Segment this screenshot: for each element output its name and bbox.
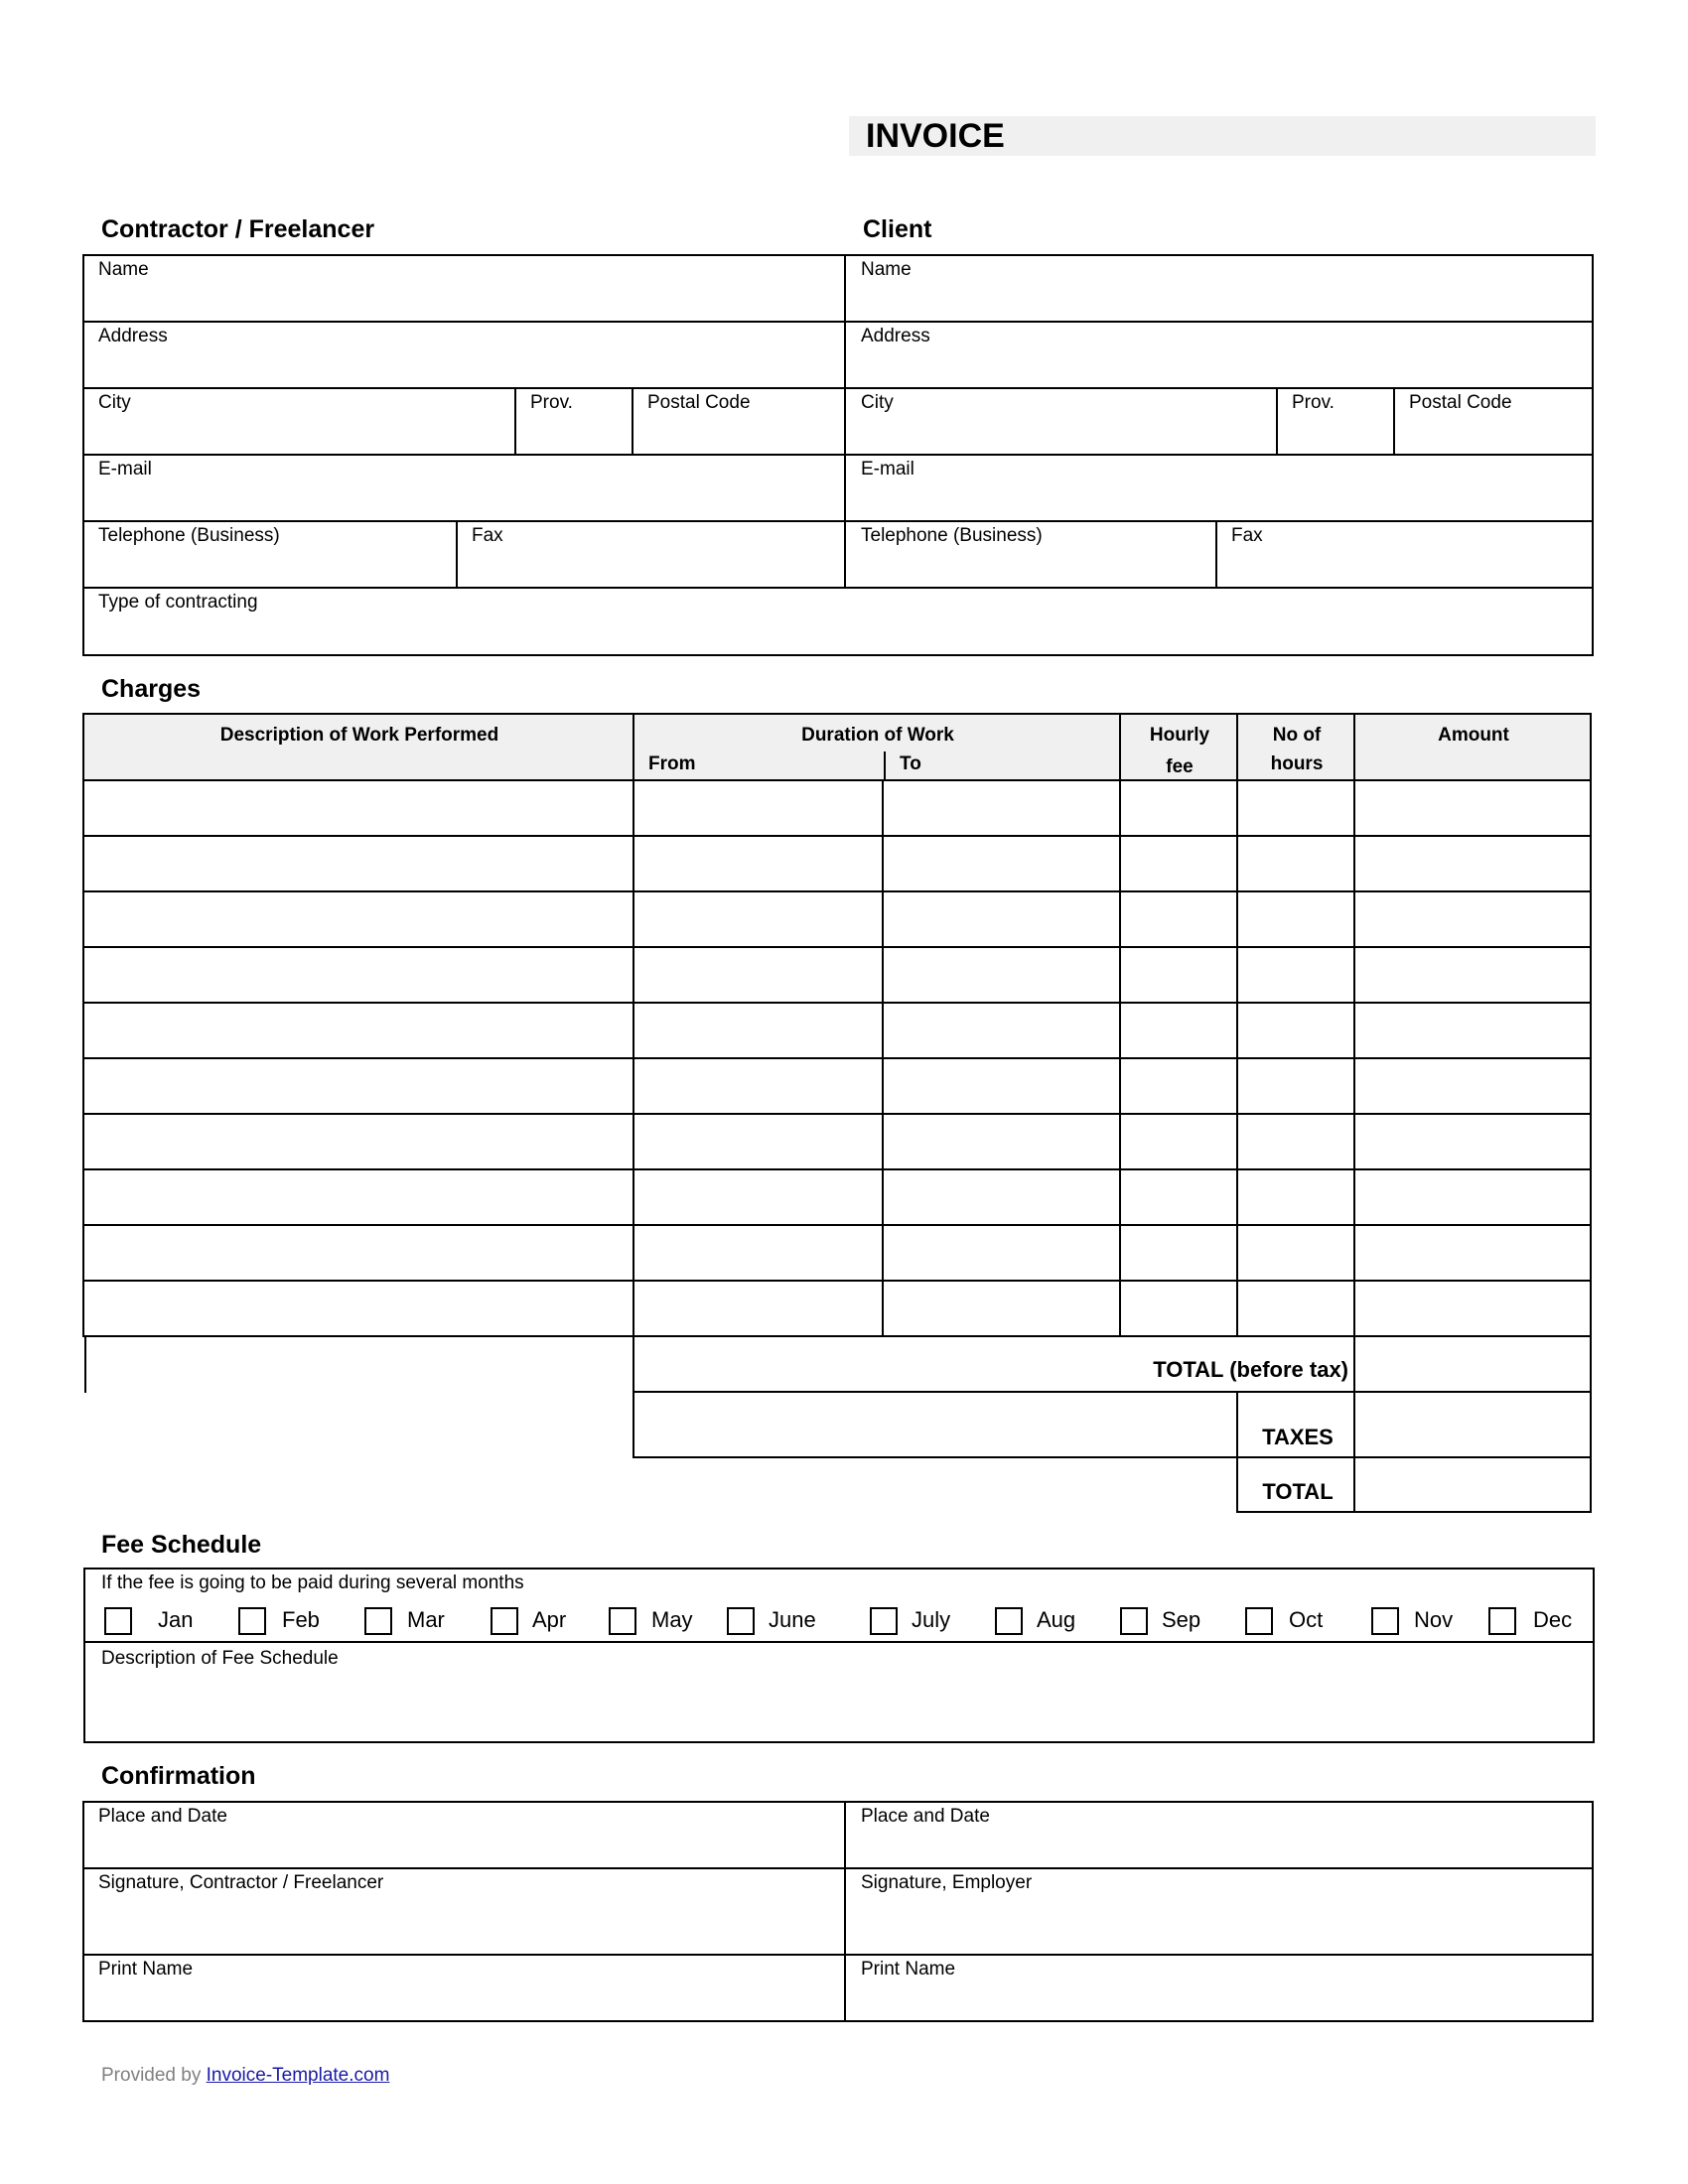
row-hourly-fee-cell[interactable] — [1119, 1057, 1238, 1115]
row-hourly-fee-cell[interactable] — [1119, 835, 1238, 892]
footer-link[interactable]: Invoice-Template.com — [206, 2065, 390, 2086]
row-hours-cell[interactable] — [1236, 890, 1355, 948]
contractor-postal-label: Postal Code — [647, 392, 751, 413]
client-name-label: Name — [861, 259, 912, 280]
client-prov-label: Prov. — [1292, 392, 1335, 413]
employer-signature-label: Signature, Employer — [861, 1872, 1033, 1893]
row-to-cell[interactable] — [882, 946, 1121, 1004]
row-hours-cell[interactable] — [1236, 1168, 1355, 1226]
contractor-signature-label: Signature, Contractor / Freelancer — [98, 1872, 384, 1893]
row-description-cell[interactable] — [82, 1224, 634, 1282]
col-header-to: To — [900, 753, 921, 774]
row-hourly-fee-cell[interactable] — [1119, 1280, 1238, 1337]
row-description-cell[interactable] — [82, 1057, 634, 1115]
row-to-cell[interactable] — [882, 1280, 1121, 1337]
row-description-cell[interactable] — [82, 946, 634, 1004]
row-description-cell[interactable] — [82, 1113, 634, 1170]
month-label-nov: Nov — [1414, 1607, 1454, 1632]
month-label-apr: Apr — [532, 1607, 567, 1632]
row-description-cell[interactable] — [82, 835, 634, 892]
row-to-cell[interactable] — [882, 1113, 1121, 1170]
contractor-address-label: Address — [98, 326, 168, 346]
row-from-cell[interactable] — [633, 946, 884, 1004]
month-label-july: July — [912, 1607, 951, 1632]
contractor-fax-field[interactable] — [456, 520, 846, 589]
contractor-place-date-label: Place and Date — [98, 1806, 227, 1827]
row-description-cell[interactable] — [82, 1280, 634, 1337]
contractor-fax-label: Fax — [472, 525, 503, 546]
footer-credit — [101, 2065, 389, 2087]
month-checkbox-apr[interactable] — [491, 1607, 518, 1635]
row-from-cell[interactable] — [633, 1168, 884, 1226]
month-label-june: June — [769, 1607, 816, 1632]
client-fax-label: Fax — [1231, 525, 1263, 546]
contractor-print-name-label: Print Name — [98, 1959, 194, 1979]
month-label-feb: Feb — [282, 1607, 320, 1632]
row-hourly-fee-cell[interactable] — [1119, 1002, 1238, 1059]
month-checkbox-may[interactable] — [609, 1607, 636, 1635]
row-hourly-fee-cell[interactable] — [1119, 946, 1238, 1004]
fee-schedule-heading: Fee Schedule — [101, 1531, 262, 1559]
row-hours-cell[interactable] — [1236, 1057, 1355, 1115]
month-checkbox-mar[interactable] — [364, 1607, 392, 1635]
col-header-from: From — [648, 753, 696, 774]
month-label-dec: Dec — [1533, 1607, 1573, 1632]
type-of-contracting-label: Type of contracting — [98, 592, 258, 613]
employer-print-name-label: Print Name — [861, 1959, 956, 1979]
row-from-cell[interactable] — [633, 890, 884, 948]
client-postal-label: Postal Code — [1409, 392, 1512, 413]
footer-prefix: Provided by — [101, 2065, 207, 2086]
row-description-cell[interactable] — [82, 890, 634, 948]
month-checkbox-aug[interactable] — [995, 1607, 1023, 1635]
row-amount-cell[interactable] — [1353, 1280, 1592, 1337]
row-amount-cell[interactable] — [1353, 1113, 1592, 1170]
row-to-cell[interactable] — [882, 1224, 1121, 1282]
contractor-name-field[interactable] — [82, 254, 846, 323]
row-to-cell[interactable] — [882, 779, 1121, 837]
row-to-cell[interactable] — [882, 835, 1121, 892]
month-checkbox-nov[interactable] — [1371, 1607, 1399, 1635]
client-city-label: City — [861, 392, 894, 413]
row-hourly-fee-cell[interactable] — [1119, 1113, 1238, 1170]
contractor-email-field[interactable] — [82, 454, 846, 522]
fee-schedule-note: If the fee is going to be paid during several months — [101, 1572, 524, 1593]
contractor-heading: Contractor / Freelancer — [101, 215, 375, 243]
taxes-value-field[interactable] — [1353, 1391, 1592, 1458]
row-from-cell[interactable] — [633, 1057, 884, 1115]
row-amount-cell[interactable] — [1353, 1168, 1592, 1226]
client-heading: Client — [863, 215, 932, 243]
col-header-hours-line1: No of — [1272, 725, 1322, 746]
col-header-hours-line2: hours — [1270, 753, 1324, 774]
col-header-amount: Amount — [1438, 725, 1509, 746]
row-amount-cell[interactable] — [1353, 946, 1592, 1004]
employer-print-name-field[interactable] — [844, 1954, 1594, 2022]
client-email-label: E-mail — [861, 459, 914, 479]
row-hourly-fee-cell[interactable] — [1119, 890, 1238, 948]
row-hours-cell[interactable] — [1236, 1113, 1355, 1170]
confirmation-heading: Confirmation — [101, 1762, 256, 1790]
contractor-telephone-label: Telephone (Business) — [98, 525, 280, 546]
col-header-duration-cell — [633, 713, 1121, 781]
client-telephone-label: Telephone (Business) — [861, 525, 1043, 546]
row-to-cell[interactable] — [882, 890, 1121, 948]
client-address-label: Address — [861, 326, 930, 346]
row-from-cell[interactable] — [633, 1002, 884, 1059]
col-header-duration: Duration of Work — [801, 725, 954, 746]
month-checkbox-july[interactable] — [870, 1607, 898, 1635]
contractor-print-name-field[interactable] — [82, 1954, 846, 2022]
client-name-field[interactable] — [844, 254, 1594, 323]
row-description-cell[interactable] — [82, 1168, 634, 1226]
total-before-tax-value-field[interactable] — [1353, 1335, 1592, 1393]
fee-description-label: Description of Fee Schedule — [101, 1648, 339, 1669]
month-label-sep: Sep — [1162, 1607, 1201, 1632]
row-amount-cell[interactable] — [1353, 779, 1592, 837]
client-address-field[interactable] — [844, 321, 1594, 389]
row-to-cell[interactable] — [882, 1168, 1121, 1226]
month-label-may: May — [651, 1607, 693, 1632]
row-hours-cell[interactable] — [1236, 1224, 1355, 1282]
month-checkbox-dec[interactable] — [1488, 1607, 1516, 1635]
month-label-jan: Jan — [158, 1607, 194, 1632]
row-hourly-fee-cell[interactable] — [1119, 779, 1238, 837]
month-label-mar: Mar — [407, 1607, 445, 1632]
contractor-prov-label: Prov. — [530, 392, 573, 413]
client-email-field[interactable] — [844, 454, 1594, 522]
month-label-aug: Aug — [1037, 1607, 1076, 1632]
row-to-cell[interactable] — [882, 1002, 1121, 1059]
taxes-label: TAXES — [1262, 1425, 1334, 1449]
row-hours-cell[interactable] — [1236, 1002, 1355, 1059]
row-description-cell[interactable] — [82, 1002, 634, 1059]
row-to-cell[interactable] — [882, 1057, 1121, 1115]
contractor-city-field[interactable] — [82, 387, 516, 456]
col-header-hourly-line2: fee — [1166, 756, 1194, 777]
month-label-oct: Oct — [1289, 1607, 1324, 1632]
row-hours-cell[interactable] — [1236, 779, 1355, 837]
row-description-cell[interactable] — [82, 779, 634, 837]
invoice-title: INVOICE — [866, 117, 1005, 155]
month-checkbox-june[interactable] — [727, 1607, 755, 1635]
month-checkbox-sep[interactable] — [1120, 1607, 1148, 1635]
row-from-cell[interactable] — [633, 1113, 884, 1170]
row-hours-cell[interactable] — [1236, 835, 1355, 892]
from-to-divider — [884, 751, 886, 781]
col-header-description-cell — [82, 713, 634, 781]
row-amount-cell[interactable] — [1353, 1002, 1592, 1059]
contractor-city-label: City — [98, 392, 131, 413]
month-checkbox-feb[interactable] — [238, 1607, 266, 1635]
total-value-field[interactable] — [1353, 1456, 1592, 1513]
row-amount-cell[interactable] — [1353, 835, 1592, 892]
row-hourly-fee-cell[interactable] — [1119, 1168, 1238, 1226]
row-from-cell[interactable] — [633, 779, 884, 837]
row-amount-cell[interactable] — [1353, 1057, 1592, 1115]
client-city-field[interactable] — [844, 387, 1278, 456]
row-from-cell[interactable] — [633, 1280, 884, 1337]
type-of-contracting-field[interactable] — [82, 587, 1594, 656]
month-checkbox-oct[interactable] — [1245, 1607, 1273, 1635]
total-before-tax-label: TOTAL (before tax) — [1153, 1357, 1348, 1382]
col-header-hourly-line1: Hourly — [1149, 725, 1210, 746]
row-hourly-fee-cell[interactable] — [1119, 1224, 1238, 1282]
total-label: TOTAL — [1262, 1479, 1334, 1504]
taxes-blank-cell[interactable] — [633, 1391, 1238, 1458]
client-fax-field[interactable] — [1215, 520, 1594, 589]
row-hours-cell[interactable] — [1236, 946, 1355, 1004]
contractor-name-label: Name — [98, 259, 149, 280]
col-header-amount-cell — [1353, 713, 1592, 781]
employer-place-date-label: Place and Date — [861, 1806, 990, 1827]
charges-left-edge — [84, 1337, 86, 1393]
charges-heading: Charges — [101, 675, 202, 703]
row-amount-cell[interactable] — [1353, 890, 1592, 948]
contractor-address-field[interactable] — [82, 321, 846, 389]
row-amount-cell[interactable] — [1353, 1224, 1592, 1282]
contractor-email-label: E-mail — [98, 459, 152, 479]
row-hours-cell[interactable] — [1236, 1280, 1355, 1337]
month-checkbox-jan[interactable] — [104, 1607, 132, 1635]
row-from-cell[interactable] — [633, 835, 884, 892]
col-header-description: Description of Work Performed — [219, 725, 499, 746]
row-from-cell[interactable] — [633, 1224, 884, 1282]
